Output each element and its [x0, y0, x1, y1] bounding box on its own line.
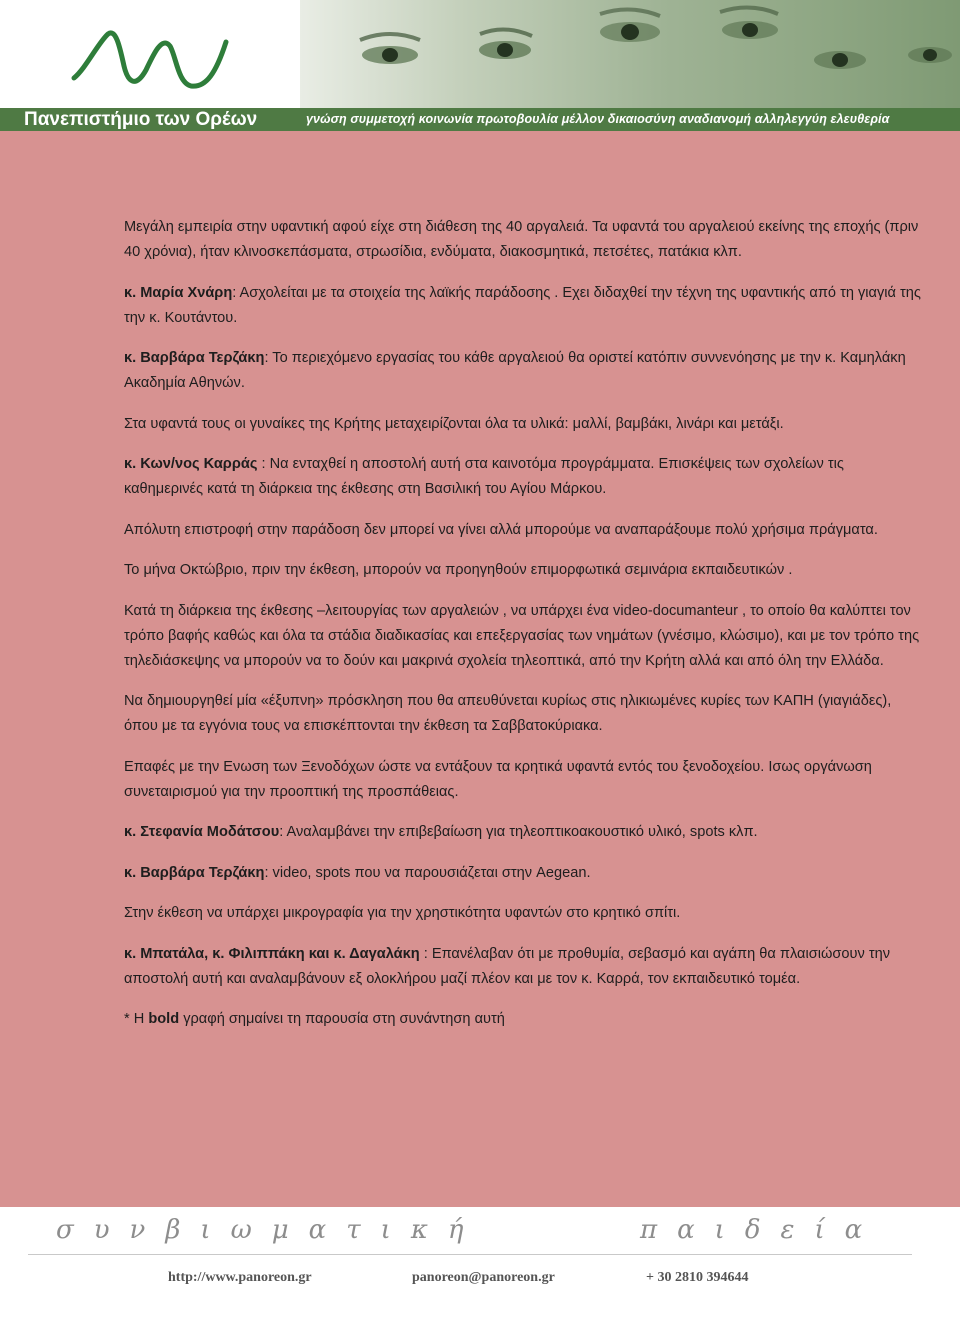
footnote-text: γραφή σημαίνει τη παρουσία στη συνάντηση αυτή — [179, 1011, 505, 1027]
paragraph-6: Απόλυτη επιστροφή στην παράδοση δεν μπορεί να γίνει αλλά μπορούμε να αναπαράξουμε πολύ χρήσιμα πράγματα. — [124, 521, 878, 538]
person-name: κ. Μπατάλα, κ. Φιλιππάκη — [124, 945, 305, 962]
paragraph-text: : Επανέλαβαν ότι με προθυμία, σεβασμό και αγάπη θα πλαισιώσουν την αποστολή αυτή και αναλαμβάνουν εξ ολοκλήρου μαζί πλέον και με τον κ. Καρρά, τον εκπαιδευτικό τομέα. — [124, 945, 890, 987]
person-name: κ. Στεφανία Μοδάτσου — [124, 824, 280, 840]
paragraph-12 — [124, 861, 924, 886]
paragraph-5 — [124, 452, 924, 502]
paragraph-13: Στην έκθεση να υπάρχει μικρογραφία για την χρηστικότητα υφαντών στο κρητικό σπίτι. — [124, 905, 681, 921]
header-tagline: γνώση συμμετοχή κοινωνία πρωτοβουλία μέλλον δικαιοσύνη αναδιανομή αλληλεγγύη ελευθερία — [306, 112, 890, 126]
page-footer — [0, 1207, 960, 1319]
paragraph-text: : Ασχολείται με τα στοιχεία της λαϊκής παράδοσης . Εχει διδαχθεί την τέχνη της υφαντικής από τη γιαγιά της την κ. Κουτάντου. — [124, 284, 921, 326]
university-name: Πανεπιστήμιο των Ορέων — [24, 109, 258, 130]
person-name: κ. Βαρβάρα Τερζάκη — [124, 864, 265, 881]
footer-motto-left: συνβιωματική — [56, 1215, 484, 1245]
paragraph-11 — [124, 820, 924, 845]
person-name: κ. Κων/νος Καρράς — [124, 456, 258, 472]
person-name: κ. Βαρβάρα Τερζάκη — [124, 350, 265, 366]
footnote-prefix: * Η — [124, 1011, 149, 1027]
document-body — [0, 131, 960, 1207]
paragraph-text: : Να ενταχθεί η αποστολή αυτή στα καινοτόμα προγράμματα. Επισκέψεις των σχολείων τις καθημερινές κατά τη διάρκεια της έκθεσης στη Βασιλική του Αγίου Μάρκου. — [124, 456, 844, 497]
paragraph-10: Επαφές με την Ενωση των Ξενοδόχων ώστε να εντάξουν τα κρητικά υφαντά εντός του ξενοδοχείου. Ισως οργάνωση συνεταιρισμού για την προοπτική της προσπάθειας. — [124, 758, 872, 800]
paragraph-2 — [124, 281, 924, 331]
paragraph-7: Το μήνα Οκτώβριο, πριν την έκθεση, μπορούν να προηγηθούν επιμορφωτικά σεμινάρια εκπαιδευτικών . — [124, 562, 793, 578]
paragraph-4: Στα υφαντά τους οι γυναίκες της Κρήτης μεταχειρίζονται όλα τα υλικά: μαλλί, βαμβάκι, λινάρι και μετάξι. — [124, 415, 784, 432]
university-logo — [66, 28, 241, 98]
footer-motto-right: παιδεία — [640, 1215, 883, 1245]
conjunction: και — [304, 945, 334, 962]
faces-eyes-graphic — [300, 0, 960, 108]
footer-website-link[interactable]: http://www.panoreon.gr — [168, 1270, 312, 1285]
footnote-bold-word: bold — [148, 1011, 180, 1027]
footer-email-link[interactable]: panoreon@panoreon.gr — [412, 1270, 555, 1285]
paragraph-8: Κατά τη διάρκεια της έκθεσης –λειτουργίας των αργαλειών , να υπάρχει ένα video-documanteur , το οποίο θα καλύπτει τον τρόπο βαφής καθώς και όλα τα στάδια διαδικασίας και επεξεργασίας των νημάτων (γνέσιμο, κλώσιμο), και με τον τρόπο της τηλεδιάσκεψης να μπορούν να το δούν και μακρινά σχολεία τηλεοπτικά, από την Κρήτη αλλά και από όλη την Ελλάδα. — [124, 602, 920, 669]
faces-banner-image — [300, 0, 960, 108]
person-name: κ. Δαγαλάκη — [333, 945, 420, 962]
paragraph-1: Μεγάλη εμπειρία στην υφαντική αφού είχε στη διάθεση της 40 αργαλειά. Τα υφαντά του αργαλειού εκείνης της εποχής (πριν 40 χρόνια), ήταν κλινοσκεπάσματα, στρωσίδια, ενδύματα, διακοσμητικά, πετσέτες, πατάκια κλπ. — [124, 219, 919, 260]
person-name: κ. Μαρία Χνάρη — [124, 284, 233, 301]
paragraph-text: : Το περιεχόμενο εργασίας του κάθε αργαλειού θα οριστεί κατόπιν συννενόησης με την κ. Καμηλάκη Ακαδημία Αθηνών. — [124, 350, 906, 391]
footer-divider — [28, 1254, 912, 1255]
page-header — [0, 0, 960, 131]
footnote — [124, 1007, 924, 1032]
paragraph-3 — [124, 346, 924, 396]
document-text — [124, 215, 924, 1048]
paragraph-14 — [124, 942, 924, 992]
footer-phone: + 30 2810 394644 — [646, 1270, 749, 1285]
paragraph-text: : Αναλαμβάνει την επιβεβαίωση για τηλεοπτικοακουστικό υλικό, spots κλπ. — [279, 824, 758, 840]
paragraph-9: Να δημιουργηθεί μία «έξυπνη» πρόσκληση που θα απευθύνεται κυρίως στις ηλικιωμένες κυρίες των ΚΑΠΗ (γιαγιάδες), όπου με τα εγγόνια τους να επισκέπτονται την έκθεση τα Σαββατοκύριακα. — [124, 693, 892, 734]
paragraph-text: : video, spots που να παρουσιάζεται στην Aegean. — [264, 864, 591, 881]
